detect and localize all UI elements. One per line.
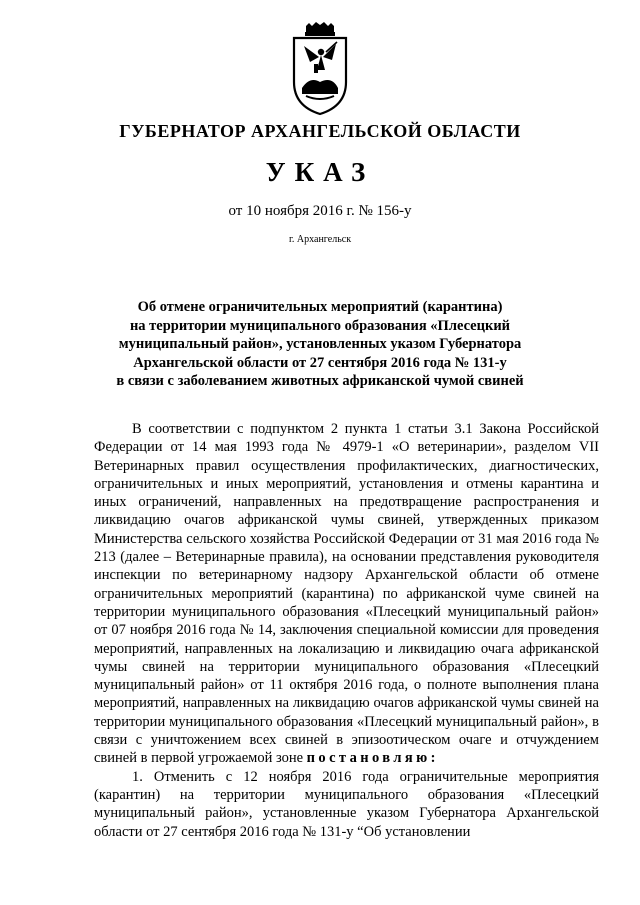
decree-title <box>110 298 530 391</box>
title-line: на территории муниципального образования «Плесецкий <box>129 317 511 334</box>
arkhangelsk-coat-of-arms-icon <box>290 22 350 116</box>
document-type-heading: УКАЗ <box>265 157 375 187</box>
preamble-paragraph <box>94 420 599 768</box>
decree-word: постановляю <box>306 750 431 767</box>
title-line: муниципальный район», установленных указом Губернатора <box>118 336 522 352</box>
authority-heading: ГУБЕРНАТОР АРХАНГЕЛЬСКОЙ ОБЛАСТИ <box>119 121 521 141</box>
city-label: г. Архангельск <box>288 234 352 245</box>
decree-body <box>94 420 599 841</box>
title-line: в связи с заболеванием животных африканской чумой свиней <box>116 373 524 389</box>
date-and-number: от 10 ноября 2016 г. № 156-у <box>228 203 412 219</box>
decree-colon: : <box>430 750 439 767</box>
title-line: Архангельской области от 27 сентября 2016 года № 131-у <box>133 354 507 371</box>
preamble-text: В соответствии с подпунктом 2 пункта 1 статьи 3.1 Закона Российской Федерации от 14 мая 1993 года № 4979-1 «О ветеринарии», разделом VII Ветеринарных правил осуществления профилактических, диагностических, ограничительных и иных мероприятий, установления и отмены карантина и иных ограничений, направленных на предотвращение распространения и ликвидацию очагов африканской чумы свиней, утвержденных приказом Министерства сельского хозяйства Российской Федерации от 31 мая 2016 года № 213 (далее – Ветеринарные правила), на основании представления руководителя инспекции по ветеринарному надзору Архангельской области об отмене ограничительных мероприятий (карантина) по африканской чуме свиней на территории муниципального образования «Плесецкий муниципальный район» от 07 ноября 2016 года № 14, заключения специальной комиссии для проведения мероприятий, направленных на локализацию и ликвидацию очага африканской чумы свиней на территории муниципального образования «Плесецкий муниципальный район» от 11 октября 2016 года, о полноте выполнения плана мероприятий, направленных на ликвидацию очагов африканской чумы свиней на территории муниципального образования «Плесецкий муниципальный район», в связи с уничтожением всех свиней в эпизоотическом очаге и отчуждением свиней в первой угрожаемой зоне <box>94 421 599 767</box>
item-1-paragraph: 1. Отменить с 12 ноября 2016 года ограничительные мероприятия (карантин) на территории муниципального образования «Плесецкий муниципальный район», установленные указом Губернатора Архангельской области от 27 сентября 2016 года № 131-у “Об установлении <box>94 768 599 840</box>
title-line: Об отмене ограничительных мероприятий (карантина) <box>137 299 503 315</box>
